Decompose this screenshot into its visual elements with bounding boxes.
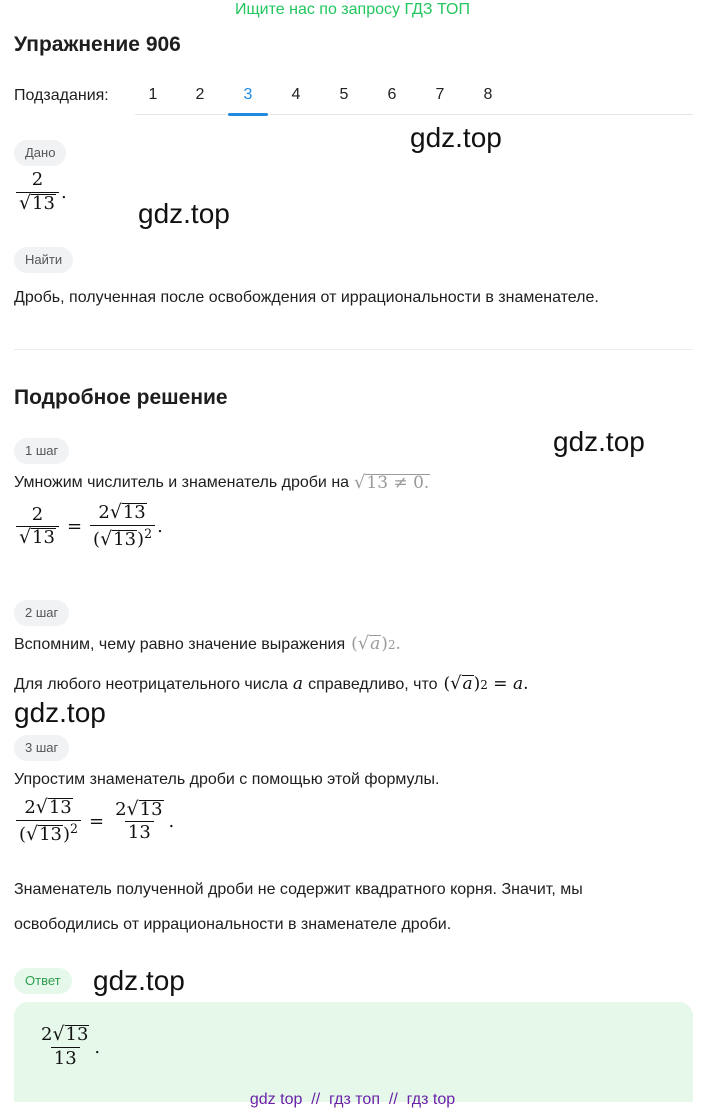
fraction-radicand: 13	[32, 192, 55, 214]
watermark: gdz.top	[93, 965, 185, 996]
step1-chip: 1 шаг	[14, 438, 69, 464]
tab-4[interactable]: 4	[291, 86, 301, 103]
tab-6[interactable]: 6	[387, 86, 397, 103]
step3-chip: 3 шаг	[14, 735, 69, 761]
radicand-13: 13	[122, 502, 146, 523]
given-fraction: 2 √ 13 .	[14, 170, 67, 214]
fraction-numerator: 2	[31, 169, 44, 190]
answer-denominator: 13	[51, 1047, 80, 1070]
tabs-divider	[135, 114, 693, 115]
step2-label: Вспомним, чему равно значение выражения	[14, 635, 346, 653]
coef-2: 2	[24, 797, 36, 818]
page-title: Упражнение 906	[14, 33, 181, 56]
step3-equation: 2 √ 13 ( √ 13 )$^2$ = 2 √ 13 13 .	[14, 798, 174, 845]
conclusion-line-1: Знаменатель полученной дроби не содержит квадратного корня. Значит, мы	[14, 881, 583, 898]
solution-title: Подробное решение	[14, 386, 228, 409]
answer-chip: Ответ	[14, 968, 72, 994]
answer-fraction: 2 √ 13 13 .	[41, 1023, 101, 1069]
answer-coef: 2	[41, 1024, 53, 1045]
watermark: gdz.top	[14, 697, 106, 728]
tab-7[interactable]: 7	[435, 86, 445, 103]
step2-text: Вспомним, чему равно значение выражения ( √ a ) 2 .	[14, 633, 401, 655]
numerator-2: 2	[31, 503, 44, 525]
find-text: Дробь, полученная после освобождения от иррациональности в знаменателе.	[14, 289, 599, 306]
find-chip: Найти	[14, 247, 73, 273]
given-chip: Дано	[14, 140, 66, 166]
active-tab-indicator	[228, 113, 268, 116]
coef-2: 2	[98, 502, 110, 523]
coef-2: 2	[115, 798, 127, 820]
watermark: gdz.top	[553, 426, 645, 457]
answer-radicand: 13	[65, 1024, 89, 1045]
step1-text: Умножим числитель и знаменатель дроби на √ 13 ≠ 0.	[14, 471, 430, 493]
step3-text: Упростим знаменатель дроби с помощью этой формулы.	[14, 771, 440, 788]
watermark: gdz.top	[410, 122, 502, 153]
watermark: gdz.top	[138, 198, 230, 229]
radicand-13: 13	[113, 528, 137, 550]
subtasks-label: Подзадания:	[14, 87, 109, 104]
tab-3[interactable]: 3	[243, 86, 253, 103]
denominator-13: 13	[125, 821, 154, 844]
tab-8[interactable]: 8	[483, 86, 493, 103]
radicand-13: 13	[32, 527, 55, 549]
radicand-13: 13	[39, 823, 62, 845]
radicand-13: 13	[48, 797, 72, 818]
footer-links[interactable]: gdz top // гдз топ // гдз top	[249, 1091, 456, 1108]
step1-equation: 2 √ 13 = 2 √ 13 ( √ 13 )$^2$ .	[14, 503, 163, 550]
search-banner: Ищите нас по запросу ГДЗ ТОП	[235, 1, 470, 18]
step1-math: 13 ≠ 0.	[366, 472, 430, 493]
step2-rule-label: Для любого неотрицательного числа	[14, 675, 288, 693]
step2-chip: 2 шаг	[14, 600, 69, 626]
radicand-13: 13	[139, 798, 163, 820]
step2-rule-mid: справедливо, что	[308, 675, 438, 693]
tab-2[interactable]: 2	[195, 86, 205, 103]
section-divider	[14, 349, 693, 350]
tab-5[interactable]: 5	[339, 86, 349, 103]
step1-label: Умножим числитель и знаменатель дроби на	[14, 474, 350, 491]
tab-1[interactable]: 1	[148, 86, 158, 103]
step2-rule: Для любого неотрицательного числа a справедливо, что ( √ a ) 2 = a .	[14, 673, 529, 695]
answer-box	[14, 1002, 693, 1102]
conclusion-line-2: освободились от иррациональности в знаменателе дроби.	[14, 916, 452, 933]
